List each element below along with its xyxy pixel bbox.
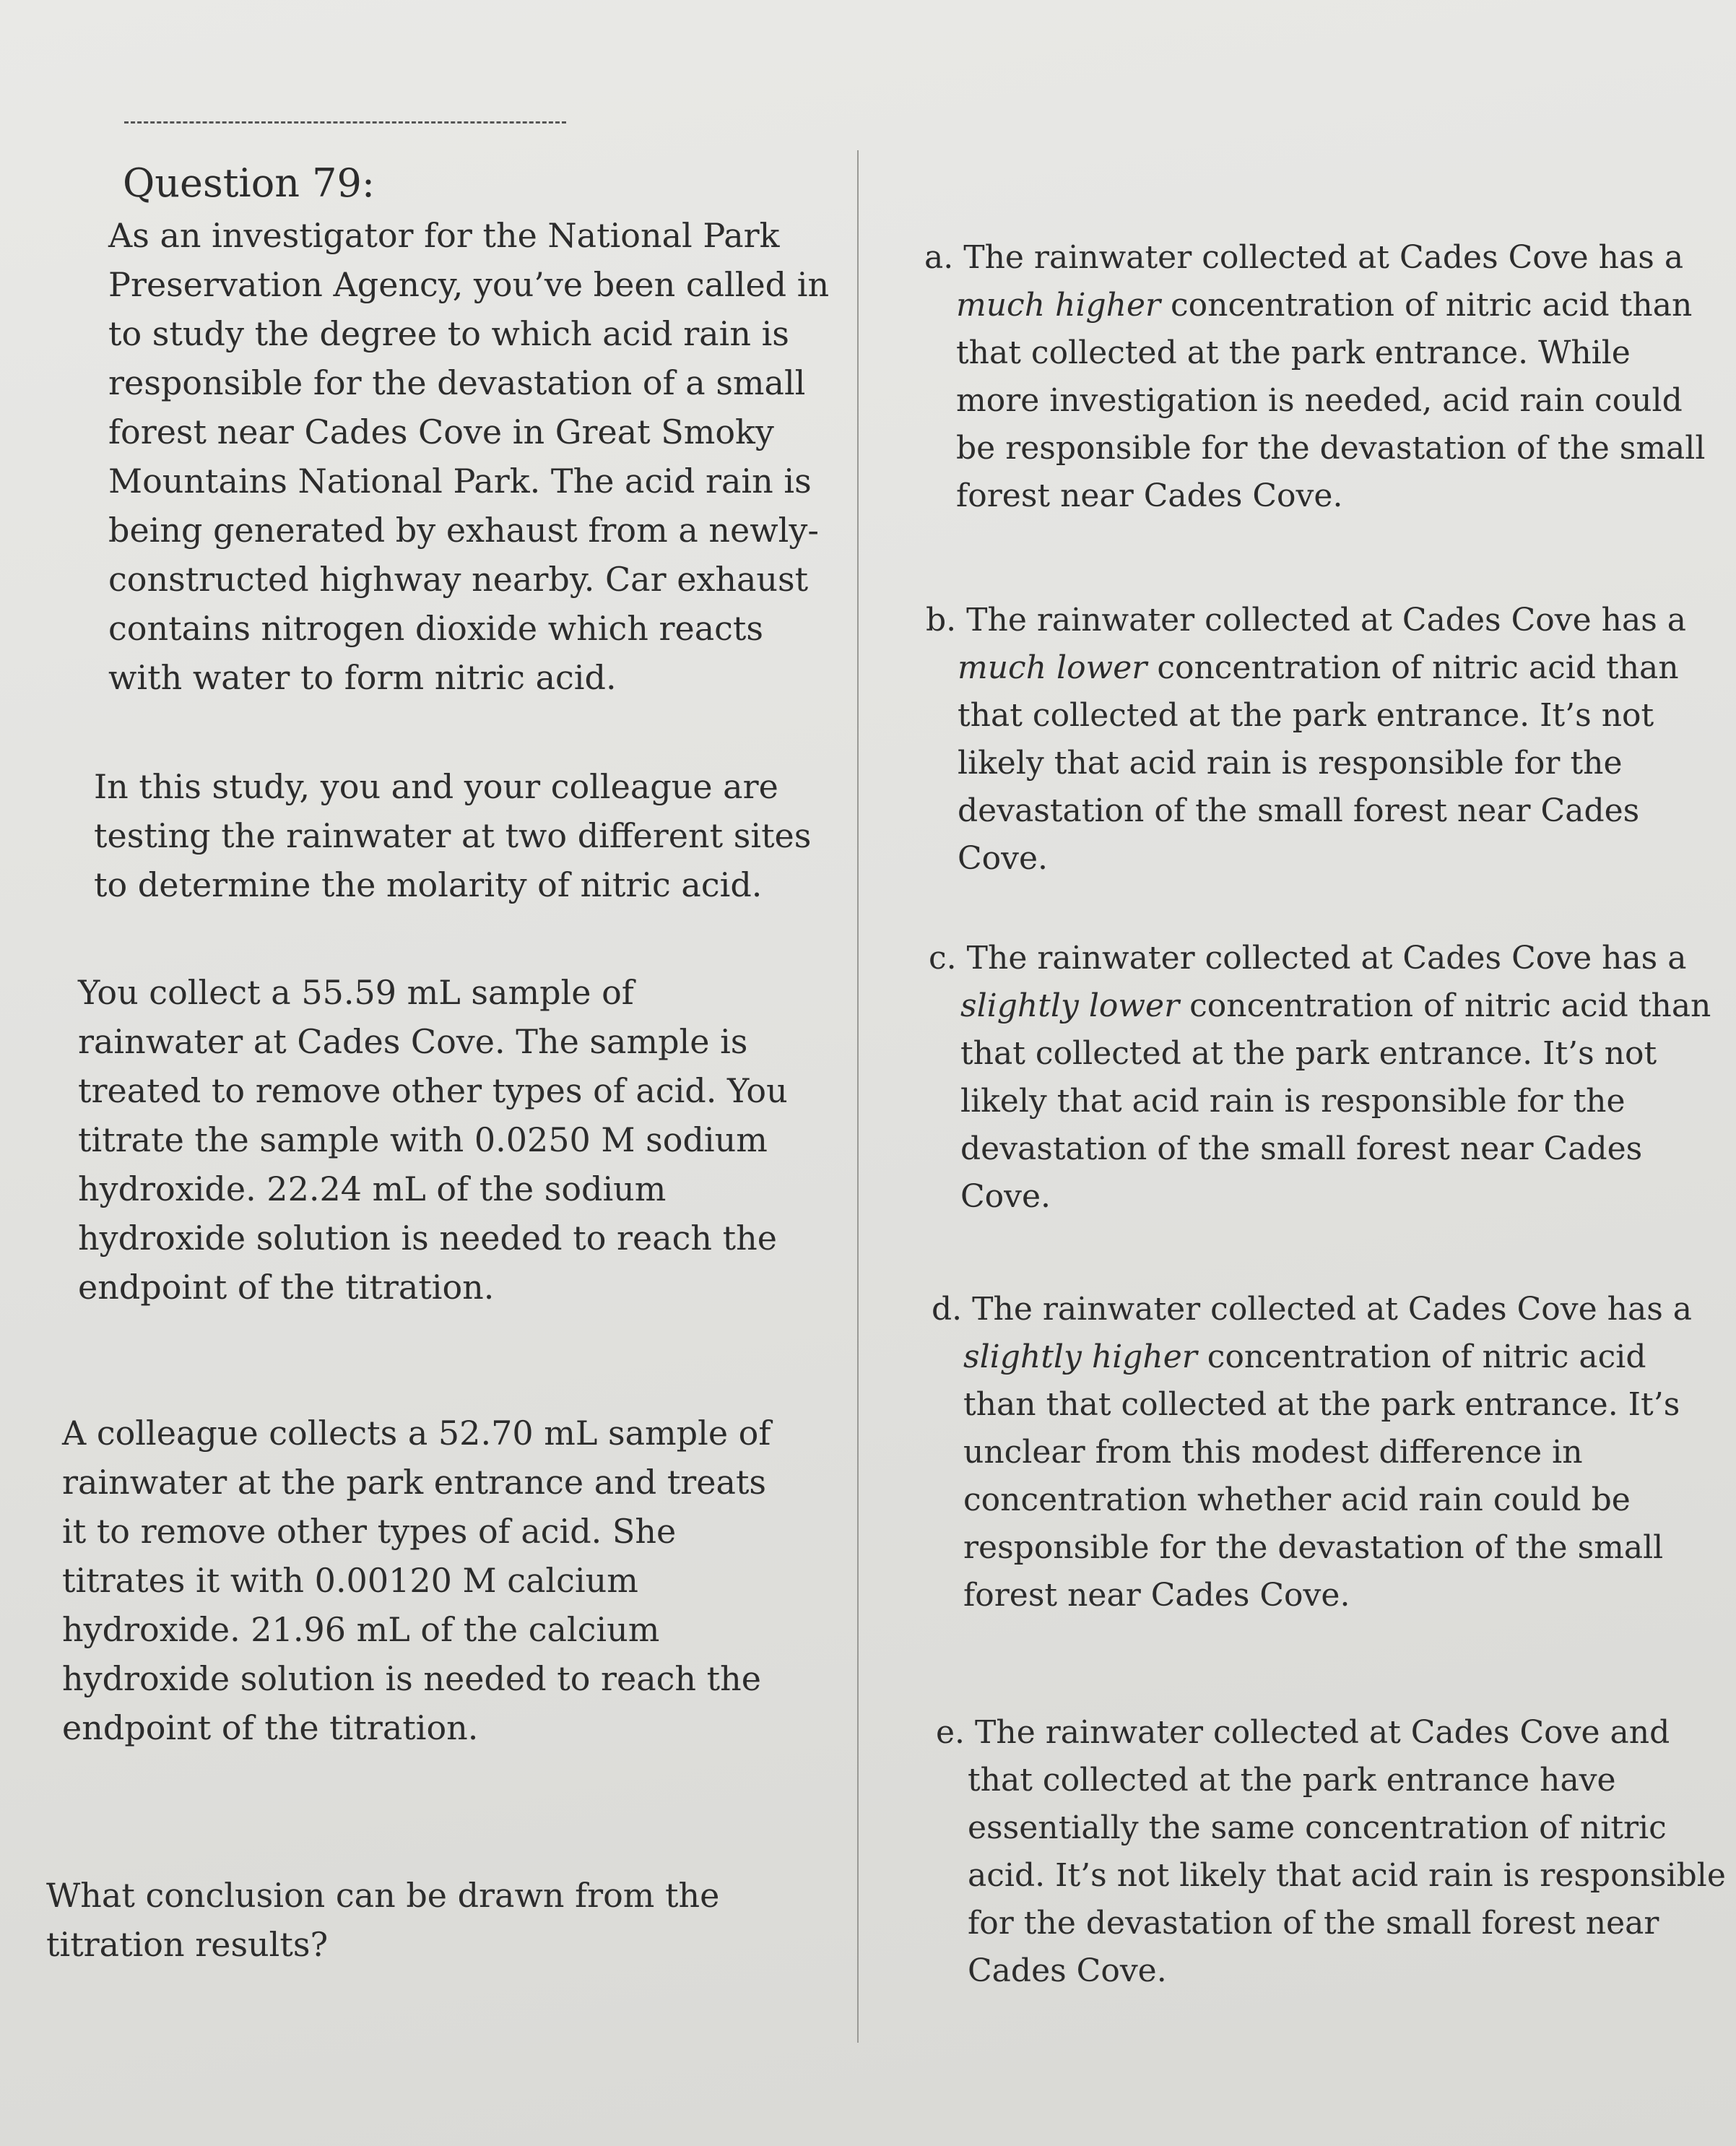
answer-option-d[interactable] xyxy=(932,1286,1729,1619)
question-title: Question 79: xyxy=(123,160,376,206)
option-text-pre: The rainwater collected at Cades Cove has a xyxy=(966,940,1687,977)
option-letter: b. xyxy=(926,602,957,639)
option-emphasis: slightly lower xyxy=(960,987,1180,1024)
option-letter: d. xyxy=(932,1291,963,1328)
column-divider xyxy=(857,150,859,2043)
option-text-pre: The rainwater collected at Cades Cove has a xyxy=(972,1291,1692,1328)
study-paragraph: In this study, you and your colleague are testing the rainwater at two different sites to determine the molarity of nitric acid. xyxy=(94,767,812,904)
option-letter: e. xyxy=(936,1714,965,1751)
option-text-post: concentration of nitric acid than that collected at the park entrance. It’s not likely that acid rain is responsible for the devastation of the small forest near Cades Cove. xyxy=(958,649,1679,877)
top-dashed-rule xyxy=(124,121,566,124)
option-emphasis: much higher xyxy=(956,287,1161,324)
option-letter: c. xyxy=(929,940,957,977)
option-letter: a. xyxy=(924,239,954,276)
option-emphasis: much lower xyxy=(958,649,1147,686)
cades-cove-sample-paragraph: You collect a 55.59 mL sample of rainwater at Cades Cove. The sample is treated to remove other types of acid. You titrate the sample with 0.0250 M sodium hydroxide. 22.24 mL of the sodium hydroxide solution is needed to reach the endpoint of the titration. xyxy=(78,973,788,1307)
park-entrance-sample-paragraph: A colleague collects a 52.70 mL sample of rainwater at the park entrance and treats it to remove other types of acid. She titrates it with 0.00120 M calcium hydroxide. 21.96 mL of the calcium hydroxide solution is needed to reach the endpoint of the titration. xyxy=(62,1414,771,1747)
option-emphasis: slightly higher xyxy=(963,1338,1197,1375)
option-text: The rainwater collected at Cades Cove and that collected at the park entrance have essentially the same concentration of nitric acid. It’s not likely that acid rain is responsible for the devastation of the small forest near Cades Cove. xyxy=(968,1714,1726,1989)
option-text-pre: The rainwater collected at Cades Cove has a xyxy=(966,602,1686,639)
option-text-pre: The rainwater collected at Cades Cove has a xyxy=(963,239,1684,276)
answer-option-b[interactable] xyxy=(926,597,1723,883)
option-text-post: concentration of nitric acid than that collected at the park entrance. It’s unclear from this modest difference in concentration whether acid rain could be responsible for the devastation of the small forest near Cades Cove. xyxy=(963,1338,1680,1614)
answer-option-c[interactable] xyxy=(929,935,1726,1221)
question-prompt: What conclusion can be drawn from the titration results? xyxy=(46,1876,720,1964)
intro-paragraph: As an investigator for the National Park Preservation Agency, you’ve been called in to study the degree to which acid rain is responsible for the devastation of a small forest near Cades Cove in Great Smoky Mountains National Park. The acid rain is being generated by exhaust from a newly-constructed highway nearby. Car exhaust contains nitrogen dioxide which reacts with water to form nitric acid. xyxy=(108,216,830,697)
option-text-post: concentration of nitric acid than that collected at the park entrance. While more investigation is needed, acid rain could be responsible for the devastation of the small forest near Cades Cove. xyxy=(956,287,1706,514)
answer-option-e[interactable] xyxy=(936,1709,1733,1995)
answer-option-a[interactable] xyxy=(924,234,1722,520)
option-text-post: concentration of nitric acid than that collected at the park entrance. It’s not likely that acid rain is responsible for the devastation of the small forest near Cades Cove. xyxy=(960,987,1711,1215)
